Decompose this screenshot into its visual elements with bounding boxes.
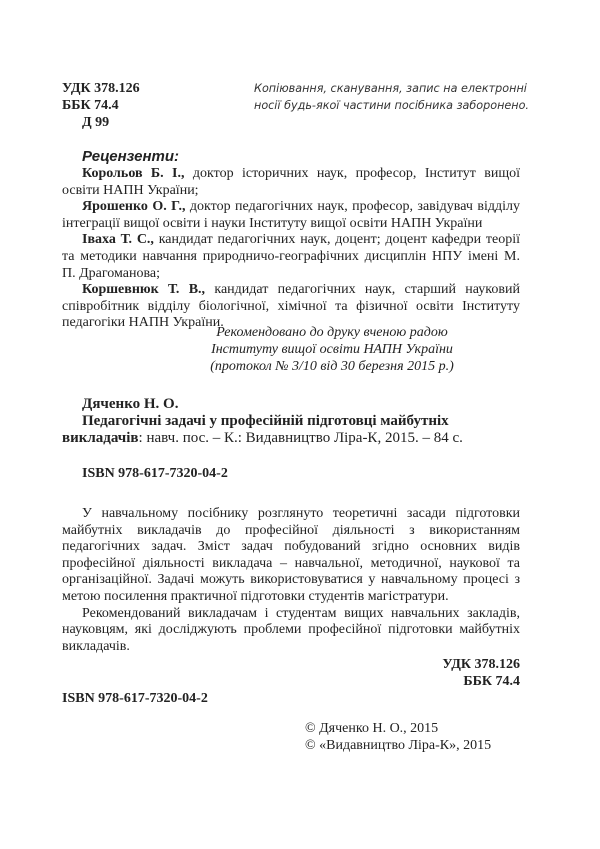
copyright-block	[305, 720, 491, 754]
reviewers-list	[62, 166, 520, 332]
reviewer-item	[62, 166, 520, 199]
reviewer-desc: кандидат педагогічних наук, старший науковий співробітник відділу біологічної, хімічної та фізичної освіти Інституту педагогіки НАПН України.	[62, 282, 520, 331]
copyright-line: © «Видавництво Ліра-К», 2015	[305, 738, 492, 753]
recommendation	[62, 324, 600, 375]
reviewer-name: Корольов Б. І.,	[82, 166, 185, 181]
footer-udk: УДК 378.126	[442, 657, 520, 672]
copyright-line: © Дяченко Н. О., 2015	[305, 721, 439, 736]
footer-isbn: ISBN 978-617-7320-04-2	[62, 691, 208, 706]
abstract-paragraph: Рекомендований викладачам і студентам вищих навчальних закладів, науковцям, які досліджують проблеми професійної підготовки майбутніх викладачів.	[62, 605, 520, 654]
author-mark: Д 99	[82, 115, 110, 130]
abstract-paragraph: У навчальному посібнику розглянуто теоретичні засади підготовки майбутніх викладачів до професійної діяльності з використанням педагогічних задач. Зміст задач побудований згідно основних видів професійної діяльності викладача – навчальної, методичної, наукової та організаційної. Задачі можуть використовуватися у навчальному процесі з метою посилення практичної підготовки студентів магістратури.	[62, 506, 520, 604]
reviewer-name: Коршевнюк Т. В.,	[82, 282, 206, 298]
reviewer-name: Іваха Т. С.,	[82, 232, 154, 248]
copy-notice	[254, 80, 529, 114]
book-author: Дяченко Н. О.	[82, 396, 179, 412]
reviewer-desc: доктор педагогічних наук, професор, завідувач відділу інтеграції вищої освіти і науки Інституту вищої освіти НАПН України	[62, 199, 520, 231]
copy-notice-line: носії будь-якої частини посібника заборонено.	[254, 99, 529, 112]
footer-bbk: ББК 74.4	[463, 674, 520, 689]
recommendation-line: Рекомендовано до друку вченою радою	[216, 325, 448, 340]
reviewer-desc: доктор історичних наук, професор, Інститут вищої освіти НАПН України;	[62, 166, 521, 198]
reviewer-item	[62, 199, 520, 232]
footer-classification	[320, 656, 520, 690]
reviewer-name: Ярошенко О. Г.,	[82, 199, 186, 215]
book-title: Педагогічні задачі у професійній підготовці майбутніх викладачів	[62, 413, 449, 446]
book-citation	[62, 413, 532, 447]
bbk-code: ББК 74.4	[62, 98, 119, 113]
copy-notice-line: Копіювання, сканування, запис на електронні	[254, 82, 527, 95]
abstract	[62, 506, 520, 655]
book-imprint: : навч. пос. – К.: Видавництво Ліра-К, 2015. – 84 с.	[138, 430, 463, 446]
isbn: ISBN 978-617-7320-04-2	[82, 466, 228, 481]
classification-block	[62, 80, 140, 131]
recommendation-line: (протокол № 3/10 від 30 березня 2015 р.)	[210, 359, 454, 374]
reviewer-item	[62, 232, 520, 282]
reviewer-desc: кандидат педагогічних наук, доцент; доцент кафедри теорії та методики навчання природничо-географічних дисциплін НПУ імені М. П. Драгоманова;	[62, 232, 521, 281]
reviewers-heading: Рецензенти:	[82, 148, 180, 165]
udk-code: УДК 378.126	[62, 81, 140, 96]
recommendation-line: Інституту вищої освіти НАПН України	[211, 342, 453, 357]
